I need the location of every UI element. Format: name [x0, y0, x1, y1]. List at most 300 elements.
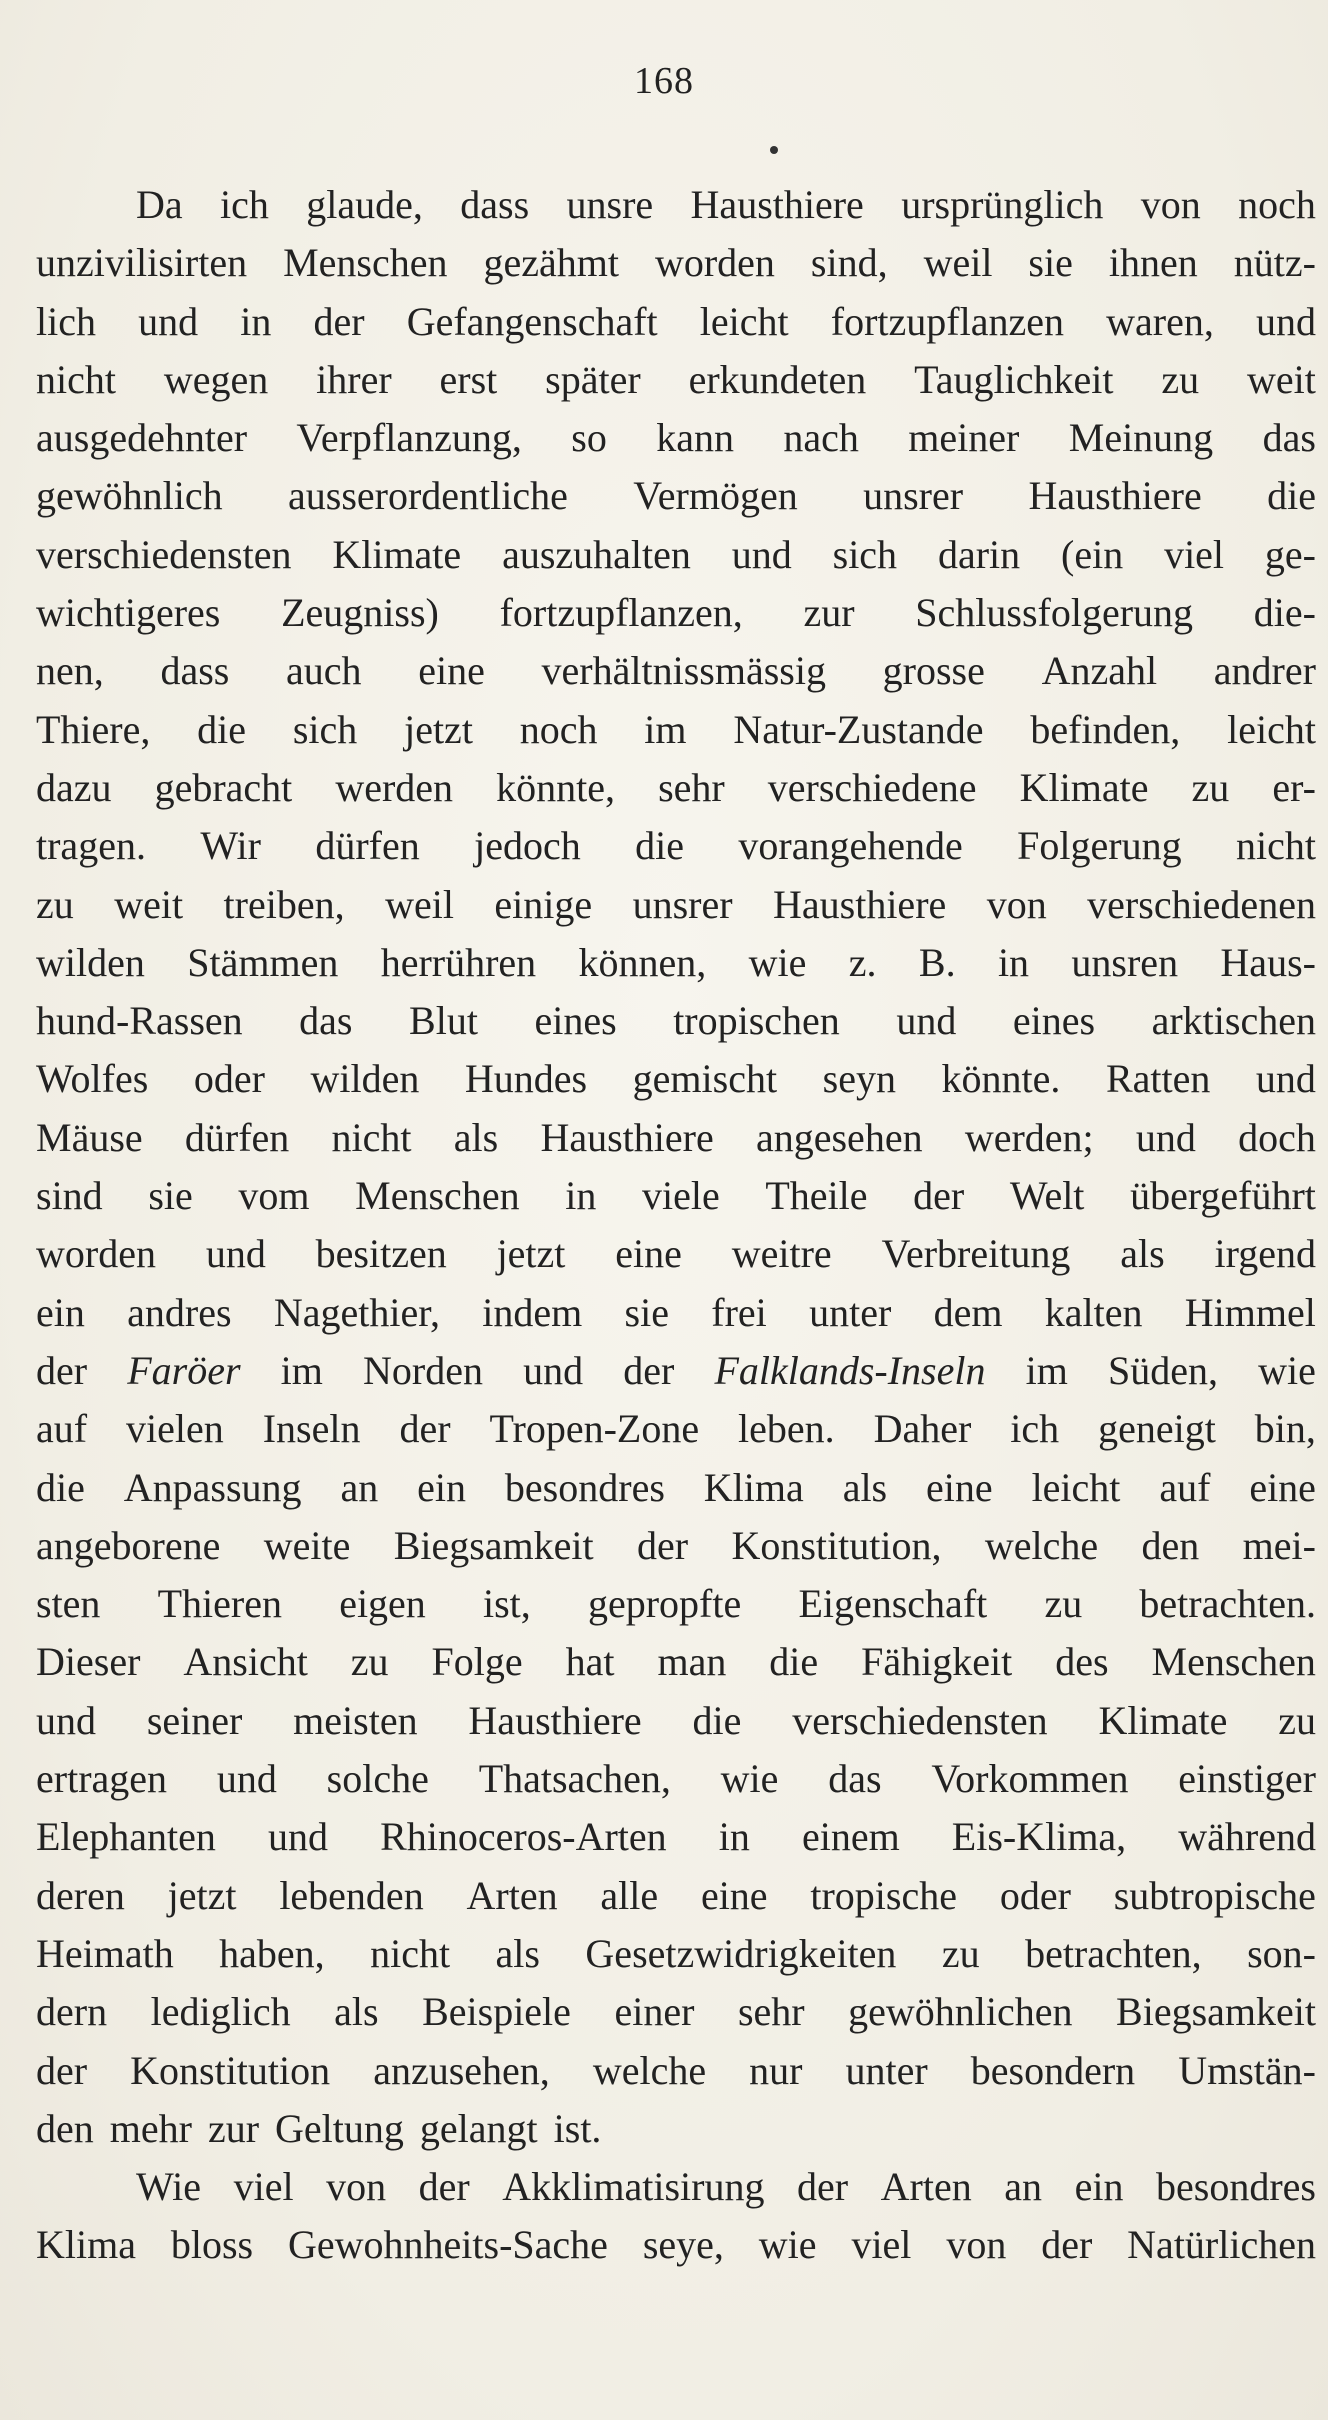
word: herrühren	[380, 939, 537, 985]
text-line	[36, 293, 1316, 351]
word: Thiere,	[36, 706, 151, 752]
word: Klima	[703, 1464, 804, 1510]
word: Hausthiere	[468, 1697, 642, 1743]
text-line	[36, 1633, 1316, 1691]
word: Fähigkeit	[861, 1639, 1013, 1685]
word: zu	[1161, 356, 1200, 402]
text-line	[36, 176, 1316, 234]
word: den	[36, 2105, 94, 2151]
word: Gesetzwidrigkeiten	[585, 1930, 897, 1976]
word: während	[1178, 1814, 1316, 1860]
word: eines	[534, 998, 617, 1044]
word: Verbreitung	[881, 1231, 1071, 1277]
word: unter	[845, 2047, 928, 2093]
word: sind,	[810, 240, 888, 286]
word: der	[623, 1347, 675, 1393]
word: (ein	[1061, 531, 1124, 577]
word: in	[240, 298, 272, 344]
word: weil	[923, 240, 993, 286]
word: Natur-Zustande	[733, 706, 984, 752]
word: an	[340, 1464, 379, 1510]
word: jetzt	[167, 1872, 237, 1918]
word: einstiger	[1178, 1756, 1316, 1802]
word: Akklimatisirung	[502, 2164, 765, 2210]
word: Arten	[466, 1872, 558, 1918]
word: verhältnissmässig	[541, 648, 826, 694]
word: meisten	[293, 1697, 418, 1743]
word: der	[399, 1406, 451, 1452]
text-line	[36, 584, 1316, 642]
word: zur	[207, 2105, 260, 2151]
page-number: 168	[634, 60, 694, 102]
word: Eis-Klima,	[951, 1814, 1127, 1860]
word: Folgerung	[1017, 823, 1182, 869]
word: z.	[848, 939, 877, 985]
word: Mäuse	[36, 1114, 143, 1160]
word: vielen	[126, 1406, 224, 1452]
word: so	[571, 415, 607, 461]
word: weit	[1247, 356, 1316, 402]
word: Klimate	[1019, 764, 1149, 810]
word: andres	[127, 1289, 232, 1335]
text-line	[36, 1925, 1316, 1983]
word: nicht	[370, 1930, 451, 1976]
word: Schlussfolgerung	[915, 590, 1194, 636]
text-line	[36, 876, 1316, 934]
word: sehr	[658, 764, 725, 810]
word: die	[769, 1639, 819, 1685]
word: Wie	[136, 2164, 202, 2210]
word: wie	[1258, 1347, 1316, 1393]
word: sie	[1028, 240, 1073, 286]
word: das	[828, 1756, 882, 1802]
word: gebracht	[154, 764, 293, 810]
word: das	[299, 998, 353, 1044]
word: welche	[984, 1522, 1099, 1568]
word: unsren	[1071, 939, 1179, 985]
word: können,	[578, 939, 707, 985]
text-line	[36, 992, 1316, 1050]
word: Konstitution	[130, 2047, 331, 2093]
word: eine	[615, 1231, 682, 1277]
text-line	[36, 1867, 1316, 1925]
word: im	[644, 706, 687, 752]
word: Vermögen	[633, 473, 798, 519]
word: Menschen	[1151, 1639, 1316, 1685]
text-line	[36, 409, 1316, 467]
word: das	[1262, 415, 1316, 461]
ink-dot	[770, 146, 778, 154]
word: vom	[238, 1173, 310, 1219]
word: Daher	[873, 1406, 972, 1452]
word: auszuhalten	[502, 531, 691, 577]
word: seye,	[642, 2222, 724, 2268]
word: wegen	[163, 356, 269, 402]
text-line	[36, 1284, 1316, 1342]
word: ein	[36, 1289, 85, 1335]
word: der	[313, 298, 365, 344]
word: viele	[641, 1173, 720, 1219]
word: Natürlichen	[1127, 2222, 1316, 2268]
word: Meinung	[1068, 415, 1214, 461]
word: in	[718, 1814, 750, 1860]
word: lebenden	[279, 1872, 424, 1918]
text-line	[36, 1459, 1316, 1517]
word: Stämmen	[187, 939, 339, 985]
word: anzusehen,	[373, 2047, 550, 2093]
word: Theile	[765, 1173, 868, 1219]
word: glaude,	[306, 182, 423, 227]
word: besitzen	[315, 1231, 447, 1277]
word: tropische	[810, 1872, 957, 1918]
text-line	[36, 1050, 1316, 1108]
text-line	[36, 642, 1316, 700]
word: Haus-	[1220, 939, 1316, 985]
word: die	[635, 823, 685, 869]
word: seyn	[822, 1056, 896, 1102]
word: unsrer	[863, 473, 964, 519]
word: als	[334, 1989, 379, 2035]
word: Hausthiere	[540, 1114, 714, 1160]
word: Nagethier,	[273, 1289, 440, 1335]
word: grosse	[882, 648, 985, 694]
word: noch	[1238, 182, 1316, 227]
word: von	[1140, 182, 1201, 227]
text-line	[36, 1750, 1316, 1808]
word: sich	[832, 531, 898, 577]
word: ist.	[553, 2105, 602, 2151]
word: Zeugniss)	[281, 590, 439, 636]
word: Ratten	[1105, 1056, 1211, 1102]
word: hund-Rassen	[36, 998, 243, 1044]
word: ertragen	[36, 1756, 168, 1802]
word: dass	[160, 648, 230, 694]
word: jetzt	[496, 1231, 566, 1277]
word: Blut	[409, 998, 478, 1044]
word: betrachten,	[1025, 1930, 1202, 1976]
word: Inseln	[262, 1406, 361, 1452]
word: worden	[654, 240, 775, 286]
word: lich	[36, 298, 96, 344]
text-line	[36, 526, 1316, 584]
word: Thatsachen,	[478, 1756, 671, 1802]
word: jetzt	[404, 706, 473, 752]
word: werden	[335, 764, 454, 810]
body-text	[36, 176, 1316, 2275]
word: unzivilisirten	[36, 240, 248, 286]
word: die	[1267, 473, 1316, 519]
word: im	[280, 1347, 323, 1393]
word: viel	[851, 2222, 912, 2268]
word: auf	[1159, 1464, 1211, 1510]
word: tropischen	[673, 998, 840, 1044]
word: Beispiele	[422, 1989, 571, 2035]
word: zu	[1044, 1581, 1083, 1627]
word: dern	[36, 1989, 108, 2035]
word: Elephanten	[36, 1814, 216, 1860]
text-line	[36, 2158, 1316, 2216]
word: vorangehende	[738, 823, 963, 869]
word: gewöhnlich	[36, 473, 223, 519]
word: alle	[600, 1872, 659, 1918]
word: Falklands-Inseln	[714, 1347, 986, 1393]
word: von	[986, 881, 1047, 927]
word: der	[913, 1173, 965, 1219]
word: im	[1025, 1347, 1068, 1393]
word: Menschen	[355, 1173, 520, 1219]
word: Tauglichkeit	[914, 356, 1114, 402]
word: welche	[592, 2047, 707, 2093]
word: sind	[36, 1173, 103, 1219]
text-line	[36, 1808, 1316, 1866]
word: und	[268, 1814, 328, 1860]
word: Faröer	[127, 1347, 241, 1393]
word: Klimate	[1098, 1697, 1228, 1743]
word: ich	[220, 182, 269, 227]
word: Eigenschaft	[798, 1581, 988, 1627]
word: könnte.	[941, 1056, 1061, 1102]
word: viel	[233, 2164, 294, 2210]
word: verschiedene	[767, 764, 977, 810]
word: zu	[1191, 764, 1230, 810]
text-line	[36, 1342, 1316, 1400]
text-line	[36, 1400, 1316, 1458]
text-line	[36, 934, 1316, 992]
word: mei-	[1242, 1522, 1316, 1568]
word: ursprünglich	[901, 182, 1104, 227]
word: in	[565, 1173, 597, 1219]
word: treiben,	[223, 881, 345, 927]
word: sten	[36, 1581, 101, 1627]
word: noch	[519, 706, 598, 752]
text-line	[36, 467, 1316, 525]
word: kalten	[1044, 1289, 1143, 1335]
text-line	[36, 2216, 1316, 2274]
word: gezähmt	[483, 240, 619, 286]
word: seiner	[146, 1697, 243, 1743]
word: gemischt	[632, 1056, 778, 1102]
word: Vorkommen	[931, 1756, 1129, 1802]
word: Thieren	[157, 1581, 282, 1627]
word: der	[36, 1347, 88, 1393]
word: nütz-	[1233, 240, 1316, 286]
word: ausgedehnter	[36, 415, 248, 461]
word: Konstitution,	[731, 1522, 942, 1568]
word: dem	[933, 1289, 1003, 1335]
word: ihnen	[1108, 240, 1198, 286]
word: nur	[749, 2047, 803, 2093]
word: auch	[286, 648, 362, 694]
word: als	[842, 1464, 888, 1510]
text-line	[36, 351, 1316, 409]
word: und	[1255, 298, 1316, 344]
word: wilden	[36, 939, 145, 985]
word: verschiedensten	[792, 1697, 1048, 1743]
word: sich	[292, 706, 358, 752]
word: erst	[439, 356, 498, 402]
word: einem	[801, 1814, 900, 1860]
word: dazu	[36, 764, 112, 810]
word: ich	[1010, 1406, 1060, 1452]
word: dass	[460, 182, 530, 227]
word: Menschen	[283, 240, 448, 286]
word: angeborene	[36, 1522, 221, 1568]
word: sie	[624, 1289, 669, 1335]
word: mehr	[109, 2105, 192, 2151]
word: und	[205, 1231, 266, 1277]
word: gepropfte	[587, 1581, 742, 1627]
word: die	[36, 1464, 85, 1510]
word: zu	[36, 881, 74, 927]
word: ist,	[483, 1581, 531, 1627]
word: eigen	[339, 1581, 426, 1627]
word: irgend	[1214, 1231, 1316, 1277]
word: leicht	[699, 298, 789, 344]
word: auf	[36, 1406, 88, 1452]
word: wichtigeres	[36, 590, 221, 636]
word: und	[523, 1347, 584, 1393]
word: der	[418, 2164, 470, 2210]
text-line	[36, 2042, 1316, 2100]
word: dürfen	[315, 823, 420, 869]
word: Wolfes	[36, 1056, 149, 1102]
word: später	[545, 356, 641, 402]
word: betrachten.	[1139, 1581, 1316, 1627]
word: Arten	[880, 2164, 972, 2210]
text-line	[36, 701, 1316, 759]
word: und	[896, 998, 957, 1044]
word: der	[637, 1522, 689, 1568]
word: Klima	[36, 2222, 136, 2268]
word: man	[657, 1639, 727, 1685]
word: gelangt	[419, 2105, 538, 2151]
word: der	[1041, 2222, 1093, 2268]
word: ge-	[1264, 531, 1316, 577]
word: ein	[417, 1464, 467, 1510]
word: geneigt	[1098, 1406, 1216, 1452]
word: doch	[1238, 1114, 1316, 1160]
word: leicht	[1227, 706, 1316, 752]
word: und	[1135, 1114, 1196, 1160]
word: Folge	[431, 1639, 523, 1685]
word: gewöhnlichen	[848, 1989, 1073, 2035]
word: Dieser	[36, 1639, 141, 1685]
word: eine	[418, 648, 485, 694]
word: könnte,	[496, 764, 615, 810]
word: frei	[711, 1289, 767, 1335]
word: zu	[941, 1930, 980, 1976]
word: nach	[783, 415, 859, 461]
word: kann	[656, 415, 734, 461]
word: Ansicht	[183, 1639, 308, 1685]
word: von	[946, 2222, 1007, 2268]
word: weite	[263, 1522, 351, 1568]
word: als	[453, 1114, 499, 1160]
word: darin	[937, 531, 1021, 577]
word: ihrer	[316, 356, 392, 402]
word: er-	[1272, 764, 1316, 810]
word: verschiedensten	[36, 531, 292, 577]
word: Hundes	[464, 1056, 588, 1102]
word: Umstän-	[1178, 2047, 1316, 2093]
word: weitre	[731, 1231, 832, 1277]
word: worden	[36, 1231, 156, 1277]
word: einige	[494, 881, 593, 927]
word: bloss	[170, 2222, 254, 2268]
word: unsre	[566, 182, 654, 227]
text-line	[36, 759, 1316, 817]
word: besondres	[1156, 2164, 1316, 2210]
word: nicht	[1235, 823, 1316, 869]
word: übergeführt	[1130, 1173, 1316, 1219]
text-line	[36, 1575, 1316, 1633]
word: fortzupflanzen,	[499, 590, 743, 636]
word: indem	[482, 1289, 583, 1335]
word: zur	[803, 590, 855, 636]
text-line	[36, 1983, 1316, 2041]
word: der	[36, 2047, 88, 2093]
text-line	[36, 817, 1316, 875]
word: Tropen-Zone	[489, 1406, 700, 1452]
word: Welt	[1009, 1173, 1085, 1219]
word: Geltung	[275, 2105, 404, 2151]
word: als	[1120, 1231, 1165, 1277]
word: lediglich	[150, 1989, 291, 2035]
word: Hausthiere	[1028, 473, 1202, 519]
word: eines	[1012, 998, 1096, 1044]
word: oder	[999, 1872, 1071, 1918]
word: und	[216, 1756, 277, 1802]
text-line	[36, 234, 1316, 292]
word: besondern	[970, 2047, 1136, 2093]
word: deren	[36, 1872, 125, 1918]
word: Anzahl	[1041, 648, 1158, 694]
text-line	[36, 1167, 1316, 1225]
word: ein	[1074, 2164, 1124, 2210]
text-line	[36, 1109, 1316, 1167]
word: unter	[809, 1289, 892, 1335]
word: zu	[1278, 1697, 1316, 1743]
word: eine	[926, 1464, 993, 1510]
word: arktischen	[1151, 998, 1316, 1044]
word: Süden,	[1107, 1347, 1218, 1393]
word: in	[997, 939, 1030, 985]
word: werden;	[964, 1114, 1094, 1160]
word: weit	[114, 881, 184, 927]
word: von	[326, 2164, 387, 2210]
word: nicht	[36, 356, 116, 402]
word: fortzupflanzen	[830, 298, 1064, 344]
word: Gefangenschaft	[406, 298, 658, 344]
word: wilden	[310, 1056, 420, 1102]
word: andrer	[1213, 648, 1316, 694]
word: haben,	[219, 1930, 325, 1976]
word: Heimath	[36, 1930, 174, 1976]
word: und	[731, 531, 792, 577]
word: Biegsamkeit	[393, 1522, 594, 1568]
word: bin,	[1254, 1406, 1316, 1452]
word: den	[1141, 1522, 1200, 1568]
word: erkundeten	[688, 356, 867, 402]
word: oder	[193, 1056, 265, 1102]
word: nicht	[331, 1114, 412, 1160]
word: solche	[326, 1756, 429, 1802]
word: Da	[136, 182, 183, 227]
word: nen,	[36, 648, 104, 694]
word: zu	[350, 1639, 389, 1685]
word: Himmel	[1184, 1289, 1316, 1335]
word: dürfen	[184, 1114, 290, 1160]
